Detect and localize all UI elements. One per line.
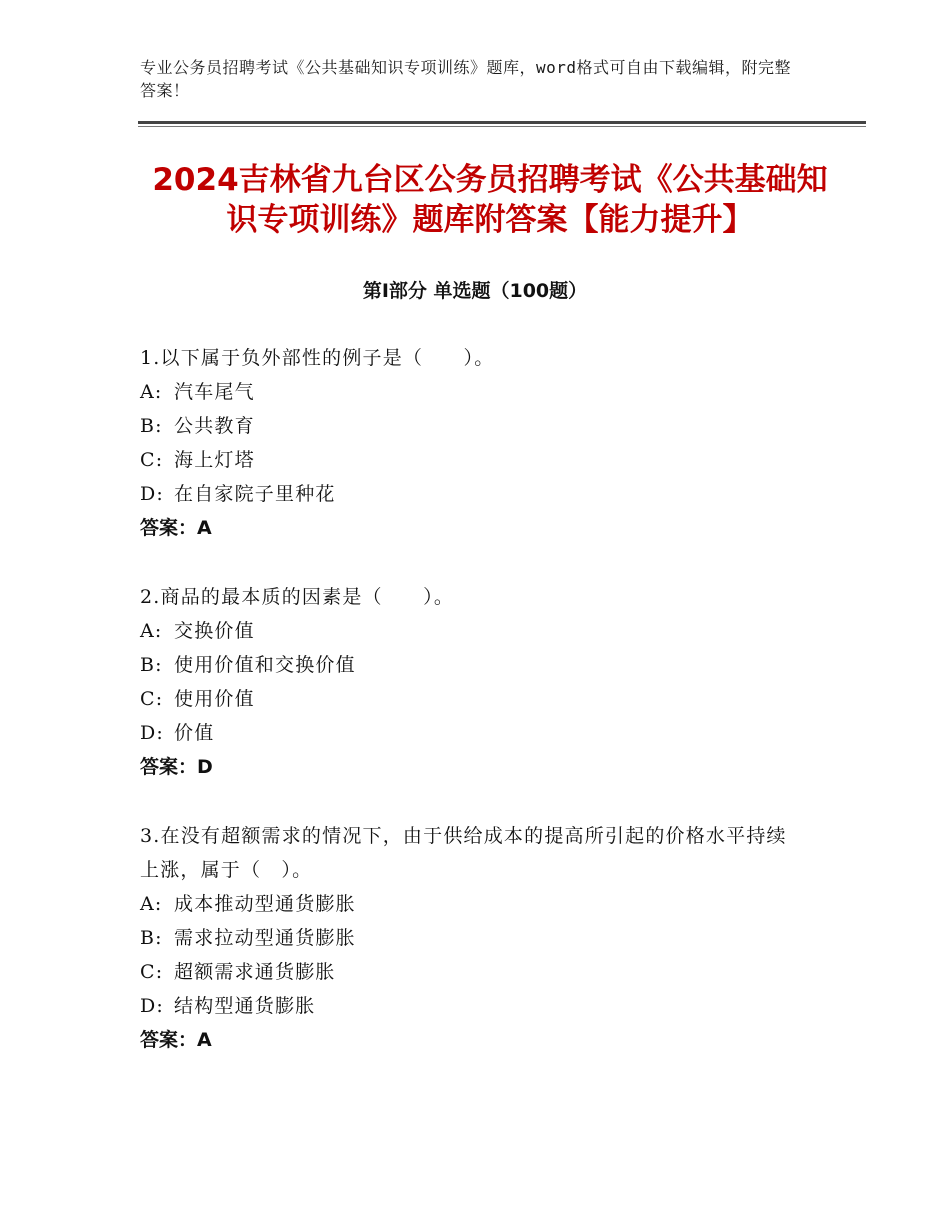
question-1-answer [140,511,820,545]
question-2-text [140,580,820,614]
question-3-text [140,819,800,887]
option-letter: C: [140,449,164,471]
question-2-option-d [140,716,820,750]
question-3 [140,819,820,1057]
question-3-answer [140,1023,820,1057]
question-3-number: 3. [140,825,161,847]
question-1-stem: 以下属于负外部性的例子是（ ）。 [160,347,495,369]
option-text: 成本推动型通货膨胀 [174,893,356,915]
question-2-number: 2. [140,586,161,608]
option-letter: A: [140,620,163,642]
question-1-option-a [140,375,820,409]
option-letter: B: [140,927,163,949]
question-3-option-a [140,887,820,921]
option-text: 在自家院子里种花 [174,483,336,505]
question-3-option-c [140,955,820,989]
document-title: 2024吉林省九台区公务员招聘考试《公共基础知识专项训练》题库附答案【能力提升】 [152,162,828,238]
option-text: 需求拉动型通货膨胀 [174,927,356,949]
question-1-option-c [140,443,820,477]
section-heading: 第Ⅰ部分 单选题（100题） [362,280,588,302]
option-letter: D: [140,722,165,744]
question-2-answer [140,750,820,784]
question-1-option-b [140,409,820,443]
answer-value: A [197,517,212,539]
question-3-option-d [140,989,820,1023]
header-divider-thin [138,126,866,127]
question-2-option-b [140,648,820,682]
option-text: 海上灯塔 [174,449,255,471]
answer-label: 答案： [140,517,198,539]
option-text: 使用价值和交换价值 [174,654,356,676]
option-letter: A: [140,381,163,403]
question-1 [140,341,820,545]
option-text: 超额需求通货膨胀 [174,961,336,983]
question-2-option-a [140,614,820,648]
option-letter: A: [140,893,163,915]
option-text: 汽车尾气 [174,381,255,403]
option-letter: B: [140,415,163,437]
question-1-option-d [140,477,820,511]
question-2-stem: 商品的最本质的因素是（ ）。 [160,586,455,608]
question-3-stem: 在没有超额需求的情况下，由于供给成本的提高所引起的价格水平持续上涨，属于（ ）。 [140,825,787,881]
option-letter: C: [140,961,164,983]
option-text: 结构型通货膨胀 [174,995,316,1017]
question-3-option-b [140,921,820,955]
answer-label: 答案： [140,1029,198,1051]
option-text: 公共教育 [174,415,255,437]
option-text: 交换价值 [174,620,255,642]
option-letter: D: [140,995,165,1017]
option-text: 使用价值 [174,688,255,710]
header-note: 专业公务员招聘考试《公共基础知识专项训练》题库，word格式可自由下载编辑，附完整答案！ [140,58,792,100]
option-text: 价值 [174,722,215,744]
option-letter: C: [140,688,164,710]
question-2 [140,580,820,784]
answer-value: A [197,1029,212,1051]
answer-value: D [197,756,213,778]
question-1-text [140,341,820,375]
answer-label: 答案： [140,756,198,778]
header-divider-thick [138,121,866,124]
option-letter: B: [140,654,163,676]
question-1-number: 1. [140,347,161,369]
question-2-option-c [140,682,820,716]
option-letter: D: [140,483,165,505]
